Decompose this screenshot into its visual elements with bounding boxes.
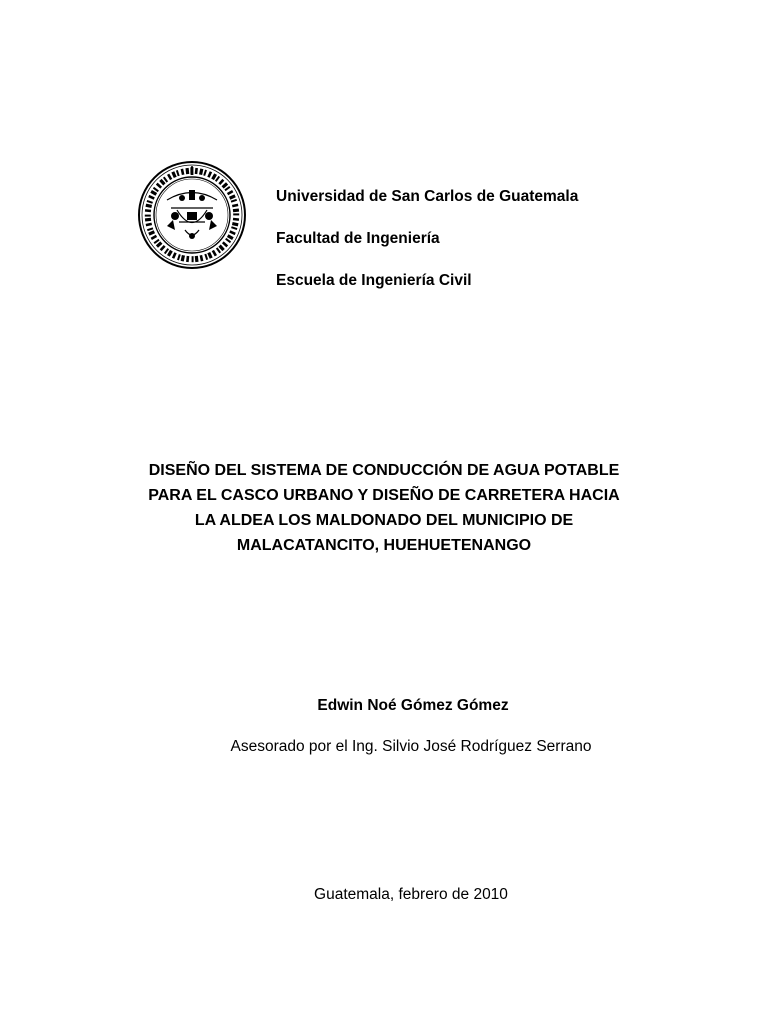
author-name: Edwin Noé Gómez Gómez xyxy=(317,697,509,714)
thesis-title-line-4: MALACATANCITO, HUEHUETENANGO xyxy=(236,537,532,554)
thesis-title-line-2: PARA EL CASCO URBANO Y DISEÑO DE CARRETERA HACIA xyxy=(148,487,620,504)
place-and-date: Guatemala, febrero de 2010 xyxy=(314,886,508,903)
thesis-title xyxy=(84,458,684,558)
advisor-line: Asesorado por el Ing. Silvio José Rodríguez Serrano xyxy=(230,738,592,755)
university-name: Universidad de San Carlos de Guatemala xyxy=(276,188,579,205)
school-name: Escuela de Ingeniería Civil xyxy=(276,272,472,289)
faculty-name: Facultad de Ingeniería xyxy=(276,230,440,247)
thesis-title-line-1: DISEÑO DEL SISTEMA DE CONDUCCIÓN DE AGUA POTABLE xyxy=(148,462,620,479)
university-seal-logo xyxy=(137,160,247,270)
thesis-title-line-3: LA ALDEA LOS MALDONADO DEL MUNICIPIO DE xyxy=(194,512,574,529)
